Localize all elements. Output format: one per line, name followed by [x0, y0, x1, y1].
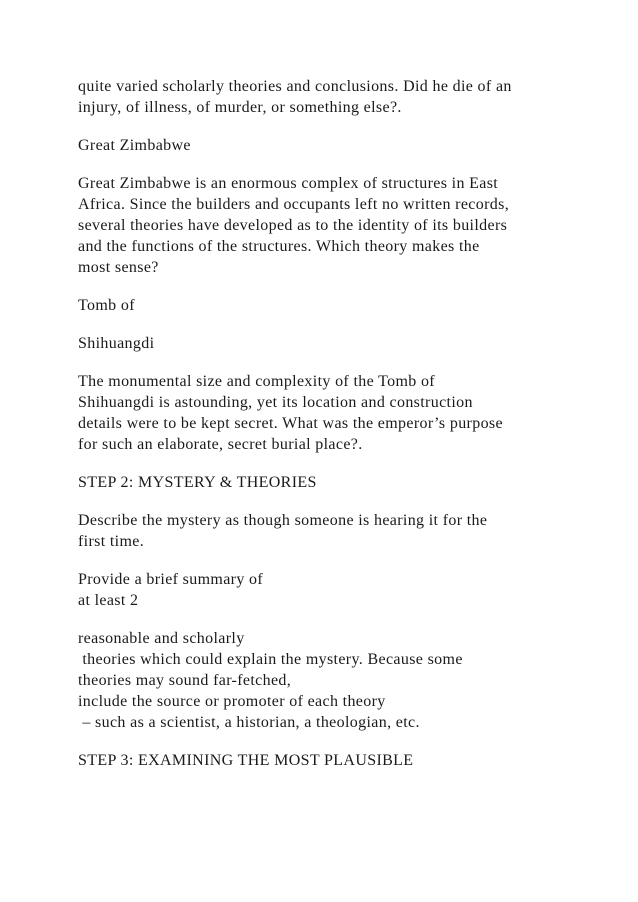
paragraph-great-zimbabwe	[78, 173, 578, 278]
paragraph-intro-continuation	[78, 76, 578, 118]
text-line: most sense?	[78, 259, 159, 276]
text-line: The monumental size and complexity of the Tomb of	[78, 373, 435, 390]
text-line: Shihuangdi	[78, 335, 155, 352]
text-line: Great Zimbabwe is an enormous complex of structures in East	[78, 175, 499, 192]
text-line: and the functions of the structures. Which theory makes the	[78, 238, 480, 255]
text-line: Great Zimbabwe	[78, 137, 191, 154]
text-line: theories may sound far-fetched,	[78, 672, 292, 689]
text-line: include the source or promoter of each theory	[78, 693, 386, 710]
text-line: for such an elaborate, secret burial place?.	[78, 436, 363, 453]
heading-shihuangdi	[78, 333, 578, 354]
paragraph-theories	[78, 628, 578, 733]
document-text	[78, 76, 578, 788]
text-line: quite varied scholarly theories and conclusions. Did he die of an	[78, 78, 512, 95]
text-line: reasonable and scholarly	[78, 630, 245, 647]
text-line: theories which could explain the mystery. Because some	[78, 651, 463, 668]
heading-step-2	[78, 472, 578, 493]
paragraph-provide-summary	[78, 569, 578, 611]
text-line: Tomb of	[78, 297, 135, 314]
paragraph-describe-mystery	[78, 510, 578, 552]
text-line: STEP 3: EXAMINING THE MOST PLAUSIBLE	[78, 752, 414, 769]
text-line: several theories have developed as to the identity of its builders	[78, 217, 508, 234]
text-line: Provide a brief summary of	[78, 571, 264, 588]
text-line: – such as a scientist, a historian, a theologian, etc.	[78, 714, 420, 731]
text-line: STEP 2: MYSTERY & THEORIES	[78, 474, 317, 491]
text-line: details were to be kept secret. What was the emperor’s purpose	[78, 415, 503, 432]
text-line: Africa. Since the builders and occupants left no written records,	[78, 196, 510, 213]
heading-great-zimbabwe	[78, 135, 578, 156]
text-line: Describe the mystery as though someone is hearing it for the	[78, 512, 488, 529]
text-line: at least 2	[78, 592, 139, 609]
heading-tomb-of	[78, 295, 578, 316]
text-line: injury, of illness, of murder, or something else?.	[78, 99, 402, 116]
text-line: Shihuangdi is astounding, yet its location and construction	[78, 394, 473, 411]
heading-step-3	[78, 750, 578, 771]
text-line: first time.	[78, 533, 145, 550]
paragraph-tomb-of-shihuangdi	[78, 371, 578, 455]
